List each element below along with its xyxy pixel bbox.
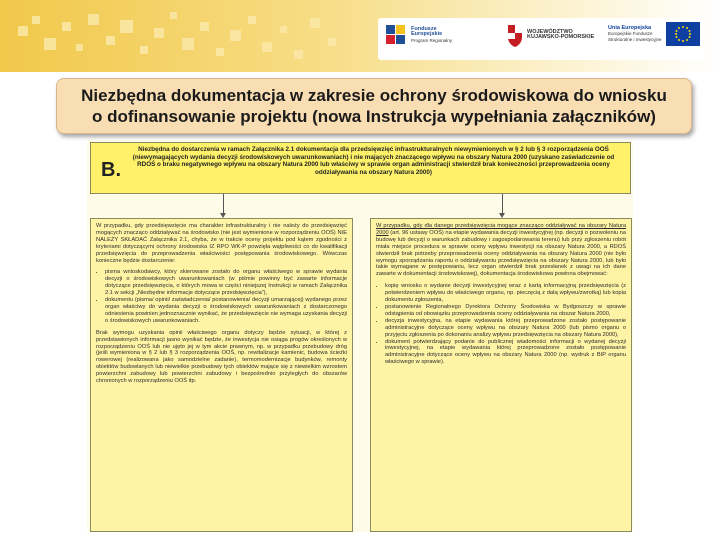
right-paragraph-lead: W przypadku, gdy dla danego przedsięwzięcia mogące znacząco oddziaływać na obszary Natura 2000 bbox=[376, 223, 626, 236]
coat-of-arms-icon bbox=[506, 22, 524, 48]
fe-logo-line3: Program Regionalny bbox=[411, 37, 453, 43]
right-bullet-list bbox=[376, 283, 626, 366]
top-banner bbox=[0, 0, 720, 72]
slide-title: Niezbędna dokumentacja w zakresie ochrony środowiskowa do wniosku o dofinansowanie projektu (nowa Instrukcja wypełniania załączników) bbox=[81, 86, 667, 126]
fe-logo-line2: Europejskie bbox=[411, 31, 443, 38]
left-column-box bbox=[90, 218, 353, 532]
fe-logo-icon bbox=[384, 22, 408, 48]
right-column-box bbox=[370, 218, 632, 532]
logo-strip bbox=[378, 18, 703, 60]
eu-logo bbox=[608, 22, 700, 46]
eu-logo-line3: Strukturalne i Inwestycyjne bbox=[608, 36, 662, 42]
right-bullet-application-copy: • kopię wniosku o wydanie decyzji inwestycyjnej wraz z kartą informacyjną przedsięwzięcia (z potwierdzeniem wpływu do właściwego organu, np. pieczęcią z datą wpływu/zwrotką) lub kopia dokumentu zgłoszenia, bbox=[385, 283, 626, 304]
eu-logo-line2: Europejskie Fundusze bbox=[608, 31, 653, 37]
fe-logo-line1: Fundusze bbox=[411, 25, 437, 32]
eu-flag-icon bbox=[666, 22, 700, 46]
slide-title-box bbox=[56, 78, 692, 134]
left-bullet-list bbox=[96, 269, 347, 324]
left-bullet-document: • dokumentu (pisma/ opinii/ zaświadczenia/ postanowienia/ decyzji umarzającej) wydanego przez organ właściwy do wydania decyzji o środowiskowych uwarunkowaniach z dostarczonego odniesienia powinien jednoznacznie wynikać, że przedsięwzięcie nie wymaga uzyskania decyzji o środowiskowych uwarunkowaniach. bbox=[105, 297, 347, 325]
right-paragraph-rest: (art. 96 ustawy OOŚ) na etapie wydawania decyzji inwestycyjnej (np. decyzji o pozwoleniu na budowę lub decyzji o warunkach zabudowy i zagospodarowania terenu) lub przy zgłoszeniu robót miała miejsce procedura w sprawie oceny wpływu inwestycji na obszary Natura 2000, a RDOŚ stwierdził brak potrzeby przeprowadzenia oceny oddziaływania na obszary Natura 2000 (nie było wymogu sporządzania raportu o oddziaływaniu przedsięwzięcia na obszary Natura 2000, lub było takie wymagane w postępowaniu, lecz organ stwierdził brak przesłanek z uwagi na ich dane zawarte w dokumentacji środowiskowej), dokumentacja środowiskowa powinna obejmować: bbox=[376, 229, 626, 278]
arrow-down-right bbox=[502, 194, 503, 214]
kujawsko-pomorskie-logo bbox=[506, 22, 594, 48]
arrow-down-left bbox=[223, 194, 224, 214]
section-heading-box bbox=[90, 142, 631, 194]
right-bullet-rdos-decision: • postanowienie Regionalnego Dyrektora Ochrony Środowiska w Bydgoszczy w sprawie odstąpienia od obowiązku przeprowadzenia oceny oddziaływania na obszar Natura 2000, bbox=[385, 304, 626, 318]
right-bullet-investment-decision: • decyzja inwestycyjna, na etapie wydawania której przeprowadzone zostało postępowanie administracyjne dotyczące oceny wpływu na obszary Natura 2000 (lub pismo organu o przyjęciu zgłoszenia po dokonaniu analizy wpływu przedsięwzięcia na obszary Natura 2000), bbox=[385, 318, 626, 339]
left-paragraph-exceptions: Brak wymogu uzyskania opinii właściwego organu dotyczy będzie sytuacji, w której z przedstawionych informacji jasno wynikać będzie, że inwestycja nie osiąga progów określonych w rozporządzeniu OOŚ lub nie ujęto jej w tym akcie prawnym, np. w przypadku przebudowy dróg (jeśli wymieniona w § 2 lub § 3 rozporządzenia OOŚ, np. rewitalizacje kamienic, budowa ścieżki rowerowej (realizowana jako samodzielne zadanie), termomodernizacje budynków, remonty obiektów budowlanych lub niewielkie przebudowy tych obiektów mające się z niewielkim wzrostem powierzchni zabudowy lub powierzchni zabudowy i bezpośrednio przyległych do obszarów chronionych w rozporządzeniu OOŚ itp. bbox=[96, 329, 347, 385]
decorative-squares-pattern bbox=[18, 8, 348, 68]
right-bullet-public-notice: • dokument potwierdzający podanie do publicznej wiadomości informacji o wydanej decyzji inwestycyjnej, na etapie wydawania której przeprowadzone zostało postępowanie administracyjne dotyczące oceny wpływu na obszary Natura 2000 (np. wydruk z BIP organu właściwego w sprawie). bbox=[385, 339, 626, 367]
region-logo-line1: WOJEWÓDZTWO bbox=[527, 28, 573, 35]
eu-logo-line1: Unia Europejska bbox=[608, 24, 652, 31]
fundusze-europejskie-logo bbox=[384, 22, 452, 48]
section-heading: Niezbędna do dostarczenia w ramach Załącznika 2.1 dokumentacja dla przedsięwzięć infrastrukturalnych niewymienionych w § 2 lub § 3 rozporządzenia OOŚ (niewymagających wydania decyzji środowiskowych uwarunkowaniach) i nie mających znaczącego wpływu na obszary Natura 2000 (uzyskano zaświadczenie od RDOŚ o braku negatywnego wpływu na obszary Natura 2000 lub właściwy w sprawie organ administracji stwierdził brak konieczności przeprowadzenia oceny oddziaływania na obszary Natura 2000) bbox=[132, 146, 615, 176]
document-scan bbox=[87, 140, 633, 532]
right-paragraph-intro bbox=[376, 223, 626, 278]
region-logo-line2: KUJAWSKO-POMORSKIE bbox=[527, 34, 595, 40]
left-paragraph-intro: W przypadku, gdy przedsięwzięcie ma charakter infrastrukturalny i nie należy do przedsięwzięć mogących znacząco oddziaływać na środowisko (nie jest wymienione w rozporządzeniu OOŚ) NIE NALEŻY SKŁADAĆ Załącznika 2.1, chyba, że w trakcie oceny projektu pod kątem zgodności z kryteriami dotyczącymi ochrony środowiska IZ RPO WK-P powzięła wątpliwości co do kwalifikacji przedsięwzięcia do przeprowadzenia właściwości postępowania środowiskowego. Wówczas konieczne będzie dostarczenie: bbox=[96, 223, 347, 264]
left-bullet-letter: • pisma wnioskodawcy, który skierowane zostało do organu właściwego w sprawie wydania decyzji o środowiskowych uwarunkowaniach (w piśmie powinny być zawarte informacje dotyczące przedsięwzięcia, o których mowa w części niniejszej Instrukcji w ramach Załącznika 2.1 w sekcji „Niezbędne informacje dotyczące przedsięwzięcia”), bbox=[105, 269, 347, 297]
section-letter: B. bbox=[101, 159, 121, 181]
